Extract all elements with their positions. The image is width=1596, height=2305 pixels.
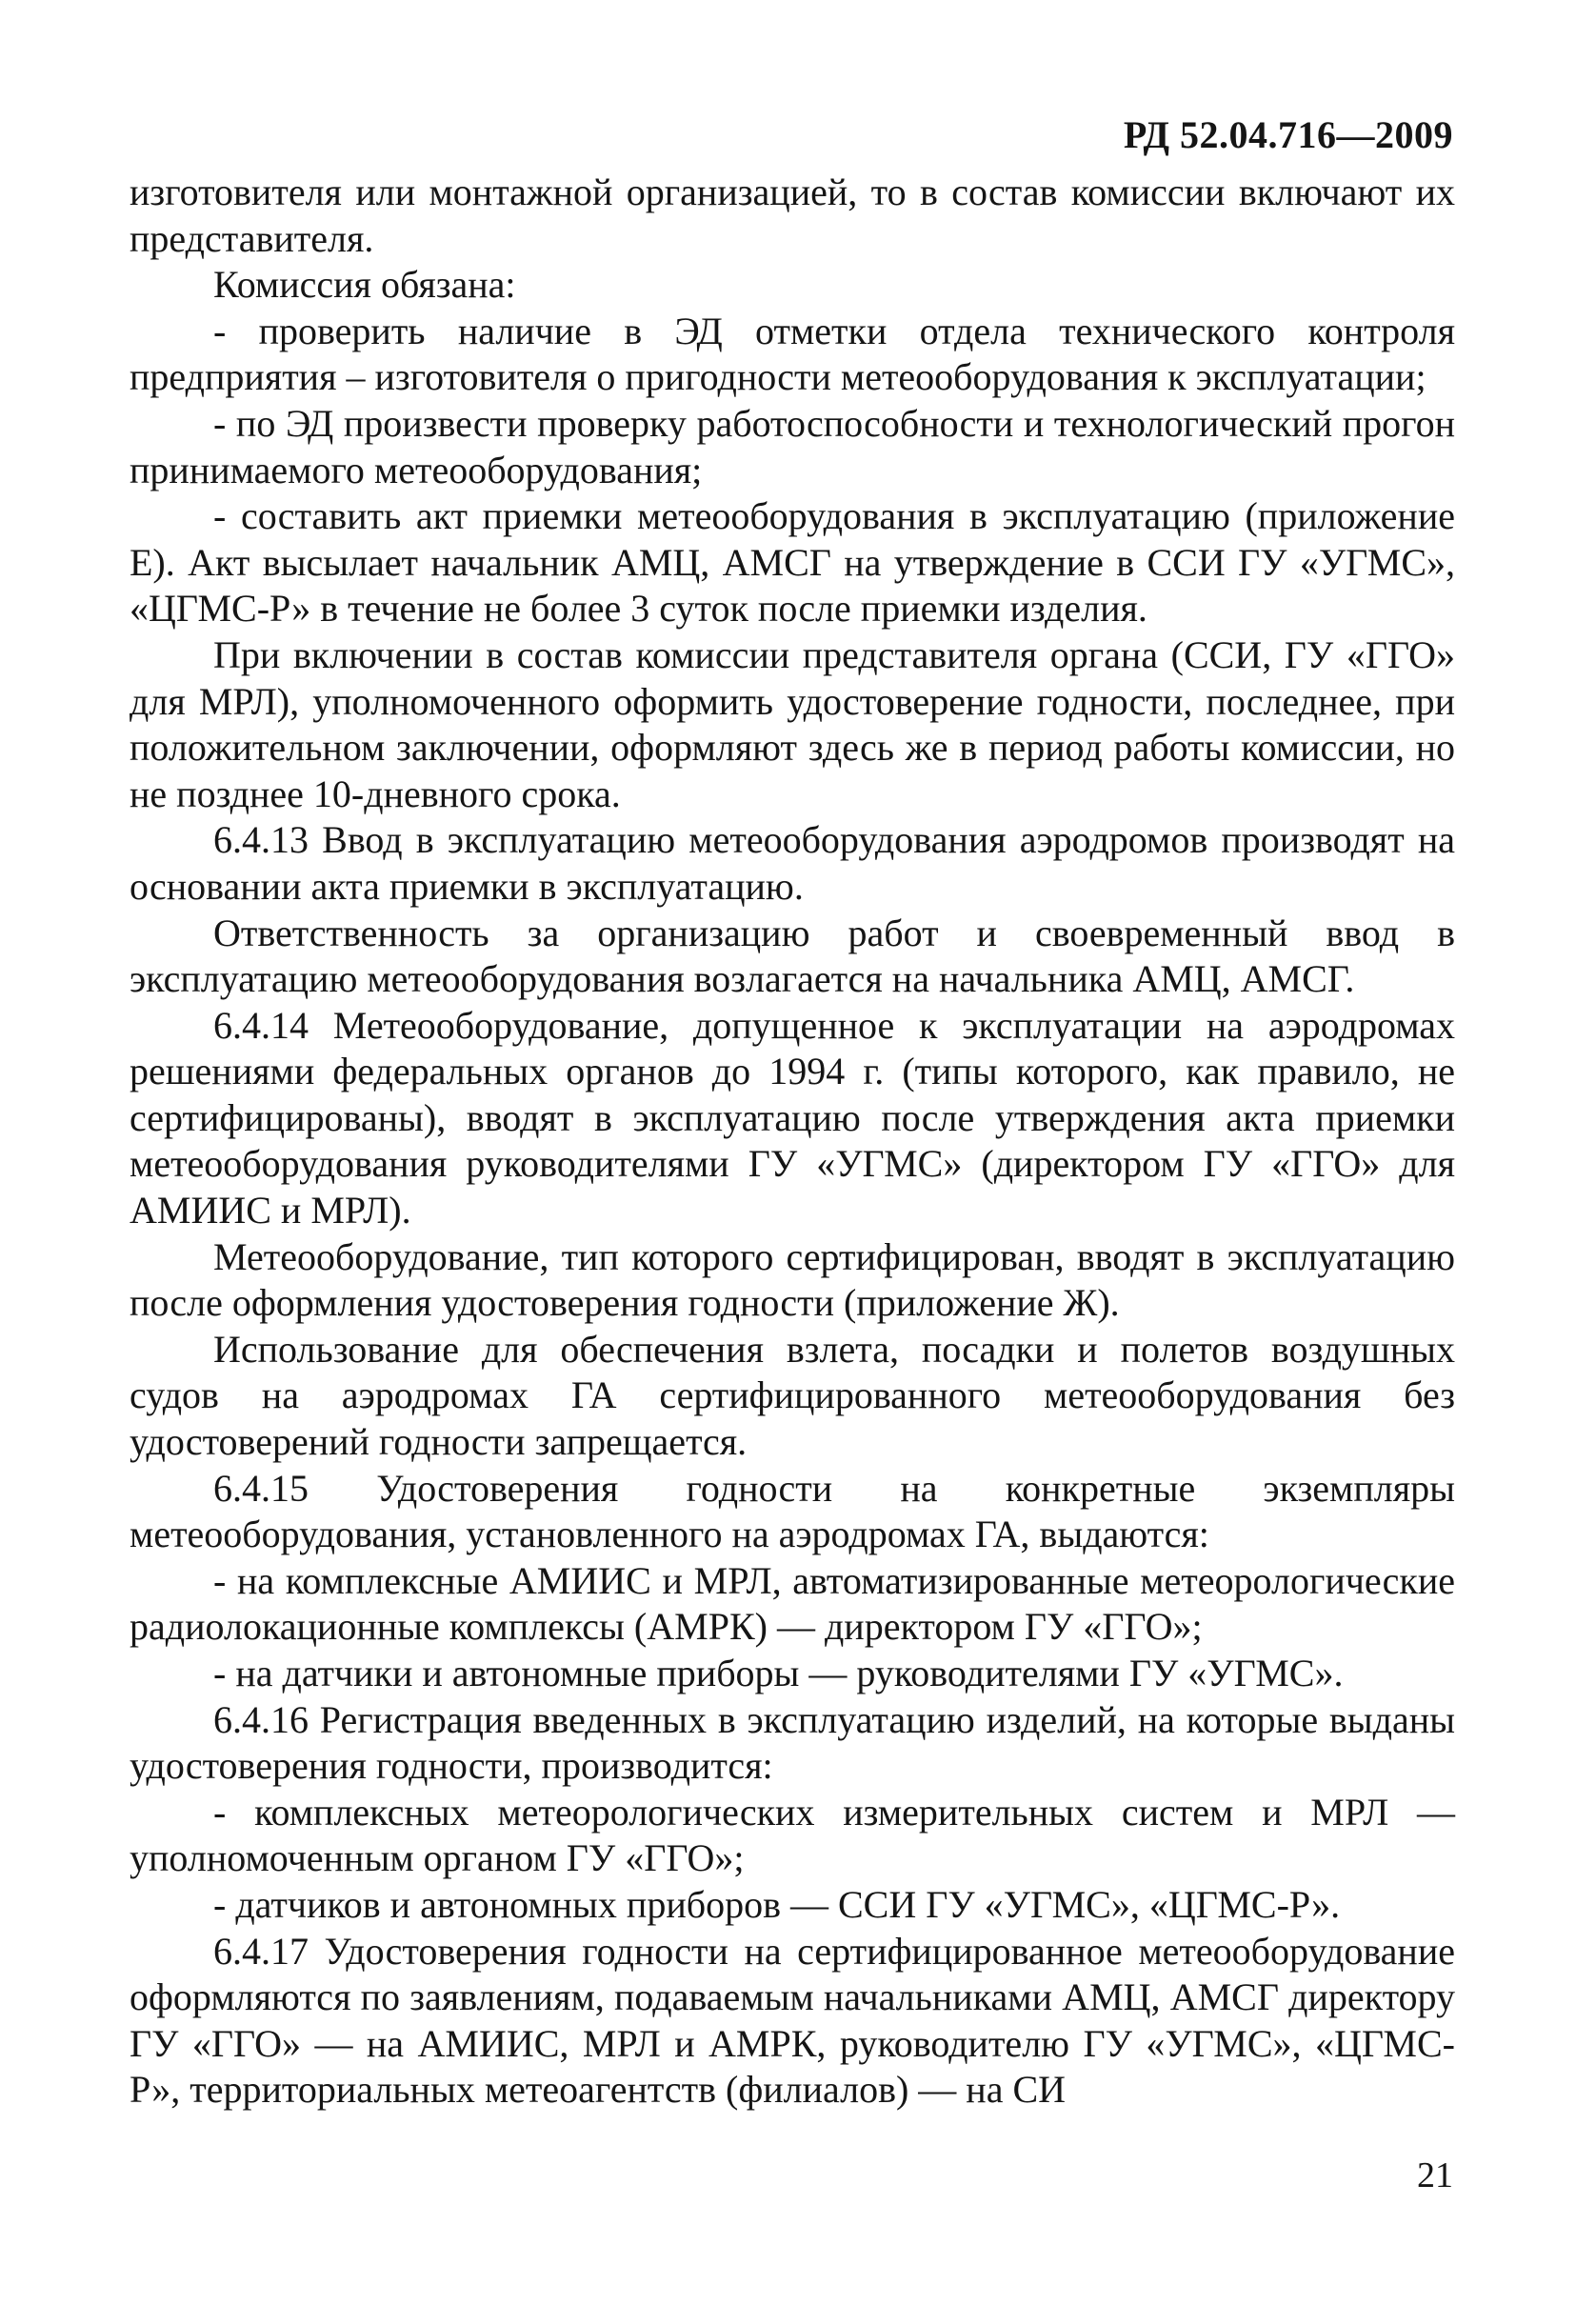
list-item: - составить акт приемки метеооборудования в эксплуатацию (приложение Е). Акт высылает начальник АМЦ, АМСГ на утверждение в ССИ ГУ «УГМС», «ЦГМС-Р» в течение не более 3 суток после приемки изделия. — [130, 494, 1455, 631]
clause-6-4-15: 6.4.15 Удостоверения годности на конкретные экземпляры метеооборудования, установленного на аэродромах ГА, выдаются: — [130, 1466, 1455, 1556]
clause-6-4-16: 6.4.16 Регистрация введенных в эксплуатацию изделий, на которые выданы удостоверения годности, производится: — [130, 1697, 1455, 1788]
paragraph: изготовителя или монтажной организацией, то в состав комиссии включают их представителя. — [130, 170, 1455, 260]
list-item: - комплексных метеорологических измерительных систем и МРЛ — уполномоченным органом ГУ «ГГО»; — [130, 1790, 1455, 1880]
clause-6-4-13: 6.4.13 Ввод в эксплуатацию метеооборудования аэродромов производят на основании акта приемки в эксплуатацию. — [130, 818, 1455, 908]
clause-6-4-14: 6.4.14 Метеооборудование, допущенное к эксплуатации на аэродромах решениями федеральных органов до 1994 г. (типы которого, как правило, не сертифицированы), вводят в эксплуатацию после утверждения акта приемки метеооборудования руководителями ГУ «УГМС» (директором ГУ «ГГО» для АМИИС и МРЛ). — [130, 1003, 1455, 1233]
body-text — [130, 170, 1455, 2114]
page-number: 21 — [1417, 2155, 1453, 2195]
list-item: - датчиков и автономных приборов — ССИ ГУ «УГМС», «ЦГМС-Р». — [213, 1882, 1341, 1926]
list-item: - по ЭД произвести проверку работоспособности и технологический прогон принимаемого метеооборудования; — [130, 401, 1455, 491]
paragraph: Комиссия обязана: — [213, 263, 516, 307]
list-item: - проверить наличие в ЭД отметки отдела технического контроля предприятия – изготовителя о пригодности метеооборудования к эксплуатации; — [130, 309, 1455, 399]
clause-6-4-17: 6.4.17 Удостоверения годности на сертифицированное метеооборудование оформляются по заявлениям, подаваемым начальниками АМЦ, АМСГ директору ГУ «ГГО» — на АМИИС, МРЛ и АМРК, руководителю ГУ «УГМС», «ЦГМС-Р», территориальных метеоагентств (филиалов) — на СИ — [130, 1929, 1455, 2112]
list-item: - на комплексные АМИИС и МРЛ, автоматизированные метеорологические радиолокационные комплексы (АМРК) — директором ГУ «ГГО»; — [130, 1558, 1455, 1649]
document-code-header: РД 52.04.716—2009 — [1123, 113, 1453, 156]
paragraph: Ответственность за организацию работ и своевременный ввод в эксплуатацию метеооборудования возлагается на начальника АМЦ, АМСГ. — [130, 911, 1455, 1001]
paragraph: При включении в состав комиссии представителя органа (ССИ, ГУ «ГГО» для МРЛ), уполномоченного оформить удостоверение годности, последнее, при положительном заключении, оформляют здесь же в период работы комиссии, но не позднее 10-дневного срока. — [130, 632, 1455, 815]
paragraph: Метеооборудование, тип которого сертифицирован, вводят в эксплуатацию после оформления удостоверения годности (приложение Ж). — [130, 1234, 1455, 1325]
list-item: - на датчики и автономные приборы — руководителями ГУ «УГМС». — [213, 1652, 1344, 1694]
paragraph: Использование для обеспечения взлета, посадки и полетов воздушных судов на аэродромах ГА сертифицированного метеооборудования без удостоверений годности запрещается. — [130, 1327, 1455, 1464]
